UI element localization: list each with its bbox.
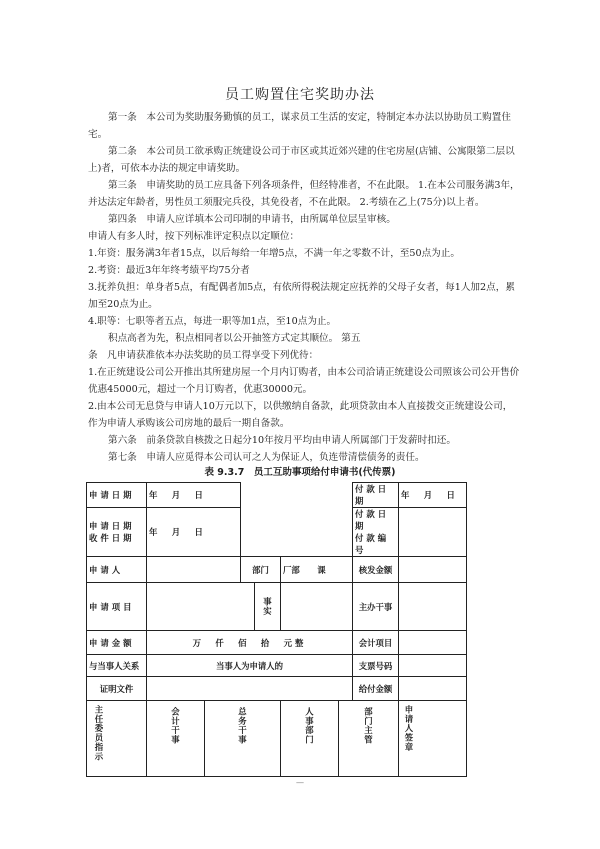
label-apply-date: 申请日期 bbox=[87, 483, 147, 508]
value-account-item[interactable] bbox=[399, 631, 467, 655]
value-pay-number[interactable] bbox=[399, 508, 467, 557]
label-approved-amount: 核发金额 bbox=[353, 557, 399, 583]
article-7: 第七条 申请人应觅得本公司认可之人为保证人，负连带清偿债务的责任。 bbox=[108, 452, 425, 463]
article-3: 第三条 申请奖助的员工应具备下列各项条件，但经特准者，不在此限。 1.在本公司服务满3年，并达法定年龄者，男性员工须服完兵役，其免役者，不在此限。 2.考绩在乙上(75分)以上者。 bbox=[88, 180, 520, 208]
ranking-intro: 申请人有多人时，按下列标准评定积点以定顺位： bbox=[88, 231, 300, 242]
form-caption: 表 9.3.7 员工互助事项给付申请书(代传票) bbox=[204, 467, 396, 478]
article-1: 第一条 本公司为奖助服务勤慎的员工，谋求员工生活的安定，特制定本办法以协助员工购置住宅。 bbox=[88, 112, 511, 140]
article-2: 第二条 本公司员工欲承购正统建设公司于市区或其近郊兴建的住宅房屋(店铺、公寓限第二层以上)者，可依本办法的规定申请奖助。 bbox=[88, 146, 515, 174]
article-5: 条 凡申请获准依本办法奖助的员工得享受下列优待： bbox=[88, 350, 319, 361]
value-relation[interactable]: 当事人为申请人的 bbox=[147, 655, 353, 677]
label-certificate: 证明文件 bbox=[87, 677, 147, 701]
document-title: 员工购置住宅奖助办法 bbox=[225, 87, 375, 103]
value-pay-amount[interactable] bbox=[399, 677, 467, 701]
label-cheque-no: 支票号码 bbox=[353, 655, 399, 677]
rule-seniority: 1.年资：服务满3年者15点，以后每给一年增5点，不满一年之零数不计，至50点为止。 bbox=[88, 248, 460, 259]
sign-accountant[interactable]: 会计干事 bbox=[147, 701, 205, 777]
label-account-item: 会计项目 bbox=[353, 631, 399, 655]
value-dept[interactable]: 厂部 课 bbox=[281, 557, 353, 583]
ranking-tie: 积点高者为先，积点相同者以公开抽签方式定其顺位。 第五 bbox=[108, 333, 361, 344]
value-apply-amount[interactable]: 万 仟 佰 拾 元整 bbox=[147, 631, 353, 655]
label-apply-recv-date: 申请日期 收件日期 bbox=[87, 508, 147, 557]
value-facts[interactable] bbox=[281, 583, 353, 631]
value-recv-date[interactable]: 年 月 日 bbox=[147, 508, 241, 557]
label-pay-amount: 给付金额 bbox=[353, 677, 399, 701]
label-applicant: 申请人 bbox=[87, 557, 147, 583]
page-mark: — bbox=[296, 778, 304, 787]
value-apply-item[interactable] bbox=[147, 583, 255, 631]
benefit-discount: 1.在正统建设公司公开推出其所建房屋一个月内订购者，由本公司洽请正统建设公司照该公司公开售价优惠45000元，超过一个月订购者，优惠30000元。 bbox=[88, 367, 520, 395]
application-form bbox=[86, 482, 467, 777]
sign-general[interactable]: 总务干事 bbox=[205, 701, 281, 777]
value-cheque-no[interactable] bbox=[399, 655, 467, 677]
rule-evaluation: 2.考资：最近3年年终考绩平均75分者 bbox=[88, 265, 250, 276]
sign-applicant[interactable]: 申请人签章 bbox=[399, 701, 467, 777]
sign-director[interactable]: 主任委员指示 bbox=[87, 701, 147, 777]
article-4: 第四条 申请人应详填本公司印制的申请书，由所属单位层呈审核。 bbox=[108, 214, 396, 225]
benefit-loan: 2.由本公司无息贷与申请人10万元以下，以供缴纳自备款，此项贷款由本人直接拨交正统建设公司，作为申请人承购该公司房地的最后一期自备款。 bbox=[88, 401, 513, 429]
value-pay-date[interactable]: 年 月 日 bbox=[399, 483, 467, 508]
label-dept: 部门 bbox=[241, 557, 281, 583]
rule-dependents: 3.抚养负担：单身者5点，有配偶者加5点，有依所得税法规定应抚养的父母子女者，每1人加2点，累加至20点为止。 bbox=[88, 282, 515, 310]
label-apply-amount: 申请金额 bbox=[87, 631, 147, 655]
label-relation: 与当事人关系 bbox=[87, 655, 147, 677]
label-pay-number: 付款日期 付款编号 bbox=[353, 508, 399, 557]
label-apply-item: 申请项目 bbox=[87, 583, 147, 631]
blank-top bbox=[241, 483, 353, 508]
value-apply-date[interactable]: 年 月 日 bbox=[147, 483, 241, 508]
value-applicant[interactable] bbox=[147, 557, 241, 583]
rule-rank: 4.职等：七职等者五点，每进一职等加1点，至10点为止。 bbox=[88, 316, 337, 327]
value-officer[interactable] bbox=[399, 583, 467, 631]
sign-hr[interactable]: 人事部门 bbox=[281, 701, 339, 777]
value-certificate[interactable] bbox=[147, 677, 353, 701]
value-approved-amount[interactable] bbox=[399, 557, 467, 583]
blank-middle bbox=[241, 508, 353, 557]
label-facts: 事实 bbox=[255, 583, 281, 631]
label-officer: 主办干事 bbox=[353, 583, 399, 631]
label-pay-date: 付款日期 bbox=[353, 483, 399, 508]
article-6: 第六条 前条贷款自核拨之日起分10年按月平均由申请人所属部门于发薪时扣还。 bbox=[108, 435, 456, 446]
sign-dept-head[interactable]: 部门主管 bbox=[339, 701, 399, 777]
